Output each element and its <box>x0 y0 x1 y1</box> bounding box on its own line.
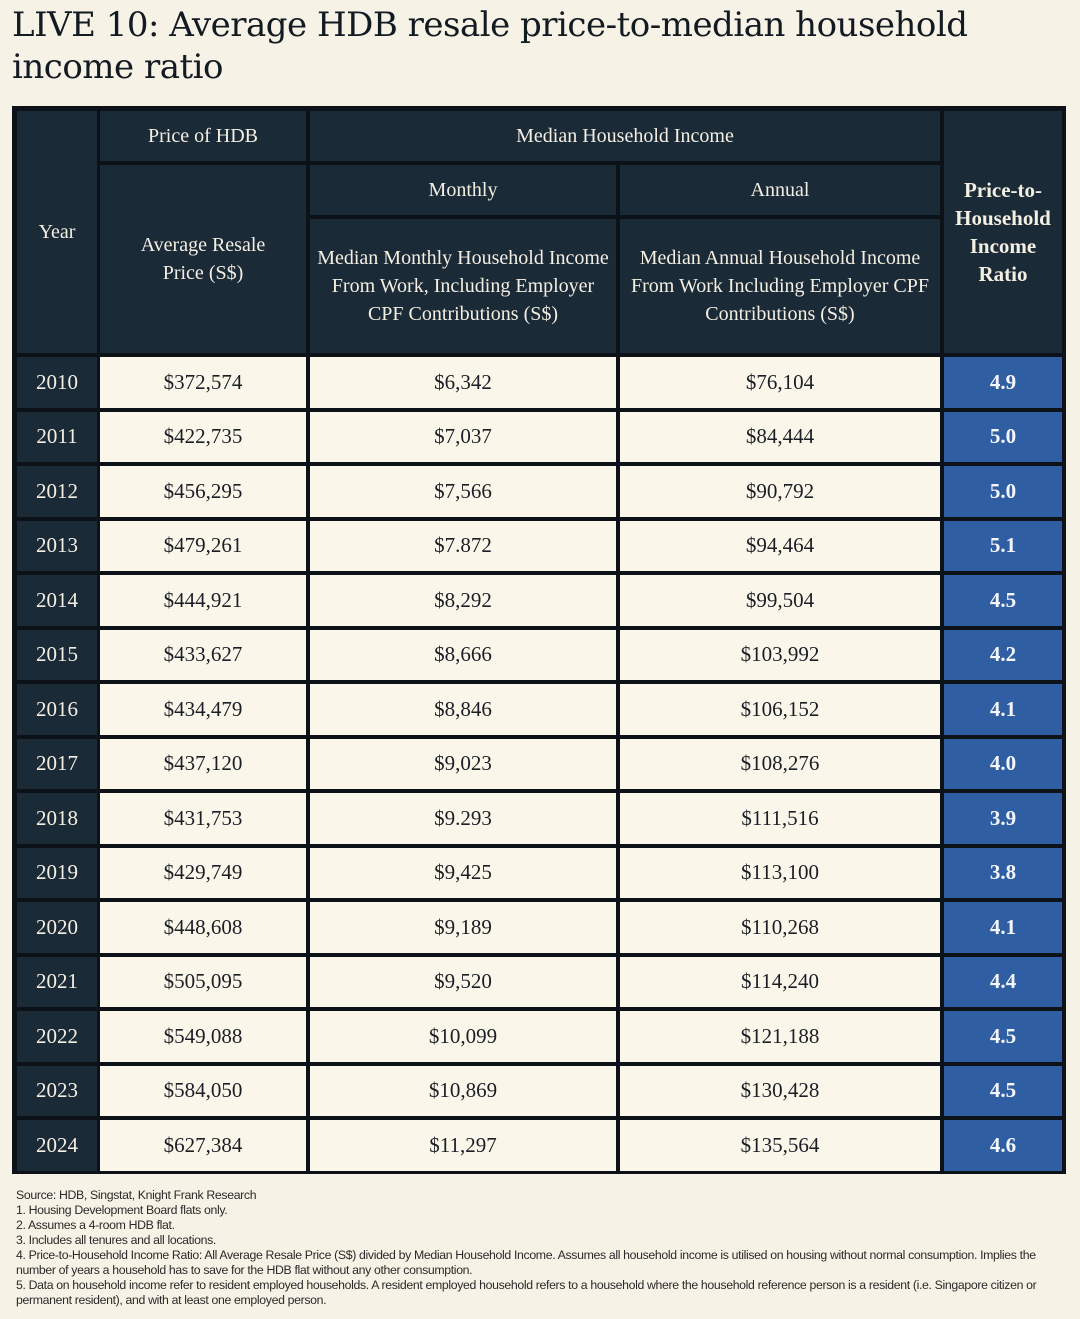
cell-resale-price: $448,608 <box>100 902 306 953</box>
header-avg-resale-price <box>100 165 306 353</box>
footnote-2: 2. Assumes a 4-room HDB flat. <box>16 1218 175 1232</box>
cell-ratio: 3.8 <box>944 848 1062 899</box>
cell-monthly-income: $6,342 <box>310 357 616 408</box>
cell-resale-price: $431,753 <box>100 793 306 844</box>
cell-monthly-income: $8,292 <box>310 575 616 626</box>
cell-annual-income: $90,792 <box>620 466 940 517</box>
cell-ratio: 3.9 <box>944 793 1062 844</box>
cell-year: 2014 <box>17 575 97 626</box>
cell-ratio: 5.1 <box>944 521 1062 572</box>
header-price-group <box>100 111 306 161</box>
cell-ratio: 4.5 <box>944 1066 1062 1117</box>
cell-monthly-income: $9,189 <box>310 902 616 953</box>
cell-monthly-income: $8,846 <box>310 684 616 735</box>
cell-year: 2020 <box>17 902 97 953</box>
cell-resale-price: $429,749 <box>100 848 306 899</box>
cell-year: 2023 <box>17 1066 97 1117</box>
header-annual <box>620 165 940 215</box>
header-monthly <box>310 165 616 215</box>
cell-monthly-income: $7,037 <box>310 412 616 463</box>
page-title: LIVE 10: Average HDB resale price-to-median household income ratio <box>12 5 968 87</box>
cell-annual-income: $106,152 <box>620 684 940 735</box>
footnote-3: 3. Includes all tenures and all locations. <box>16 1233 216 1247</box>
cell-resale-price: $627,384 <box>100 1120 306 1171</box>
header-annual-label: Annual <box>750 179 810 201</box>
cell-year: 2022 <box>17 1011 97 1062</box>
cell-monthly-income: $7.872 <box>310 521 616 572</box>
cell-resale-price: $372,574 <box>100 357 306 408</box>
cell-annual-income: $135,564 <box>620 1120 940 1171</box>
cell-monthly-income: $9.293 <box>310 793 616 844</box>
header-ratio <box>944 111 1062 353</box>
cell-year: 2012 <box>17 466 97 517</box>
header-median-annual-label: Median Annual Household Income From Work Including Employer CPF Contributions (S$) <box>630 247 930 325</box>
header-median-monthly-label: Median Monthly Household Income From Work, Including Employer CPF Contributions (S$) <box>317 247 609 325</box>
cell-year: 2021 <box>17 957 97 1008</box>
header-income-group <box>310 111 940 161</box>
header-year <box>17 111 97 353</box>
cell-ratio: 5.0 <box>944 466 1062 517</box>
footnote-source: Source: HDB, Singstat, Knight Frank Research <box>16 1188 257 1202</box>
header-income-group-label: Median Household Income <box>516 125 734 147</box>
cell-resale-price: $549,088 <box>100 1011 306 1062</box>
cell-annual-income: $94,464 <box>620 521 940 572</box>
cell-ratio: 4.1 <box>944 902 1062 953</box>
cell-ratio: 4.6 <box>944 1120 1062 1171</box>
header-ratio-label: Price-to-Household Income Ratio <box>955 178 1051 286</box>
cell-year: 2017 <box>17 739 97 790</box>
cell-ratio: 4.4 <box>944 957 1062 1008</box>
cell-annual-income: $110,268 <box>620 902 940 953</box>
cell-monthly-income: $10,099 <box>310 1011 616 1062</box>
cell-monthly-income: $7,566 <box>310 466 616 517</box>
cell-ratio: 4.2 <box>944 630 1062 681</box>
cell-annual-income: $99,504 <box>620 575 940 626</box>
cell-year: 2011 <box>17 412 97 463</box>
cell-annual-income: $121,188 <box>620 1011 940 1062</box>
cell-annual-income: $111,516 <box>620 793 940 844</box>
cell-resale-price: $505,095 <box>100 957 306 1008</box>
cell-ratio: 4.1 <box>944 684 1062 735</box>
cell-monthly-income: $9,520 <box>310 957 616 1008</box>
cell-resale-price: $437,120 <box>100 739 306 790</box>
cell-ratio: 4.5 <box>944 1011 1062 1062</box>
cell-resale-price: $422,735 <box>100 412 306 463</box>
cell-annual-income: $108,276 <box>620 739 940 790</box>
cell-resale-price: $479,261 <box>100 521 306 572</box>
cell-ratio: 4.9 <box>944 357 1062 408</box>
cell-monthly-income: $10,869 <box>310 1066 616 1117</box>
cell-year: 2024 <box>17 1120 97 1171</box>
header-price-group-label: Price of HDB <box>148 125 258 147</box>
cell-year: 2010 <box>17 357 97 408</box>
cell-monthly-income: $8,666 <box>310 630 616 681</box>
data-table <box>12 106 1066 1174</box>
cell-annual-income: $103,992 <box>620 630 940 681</box>
cell-resale-price: $456,295 <box>100 466 306 517</box>
header-median-monthly <box>310 219 616 353</box>
cell-monthly-income: $9,425 <box>310 848 616 899</box>
cell-year: 2013 <box>17 521 97 572</box>
cell-annual-income: $114,240 <box>620 957 940 1008</box>
cell-resale-price: $434,479 <box>100 684 306 735</box>
cell-monthly-income: $11,297 <box>310 1120 616 1171</box>
header-year-label: Year <box>38 221 76 243</box>
cell-year: 2018 <box>17 793 97 844</box>
cell-year: 2016 <box>17 684 97 735</box>
cell-annual-income: $113,100 <box>620 848 940 899</box>
cell-monthly-income: $9,023 <box>310 739 616 790</box>
cell-ratio: 4.5 <box>944 575 1062 626</box>
cell-year: 2019 <box>17 848 97 899</box>
cell-resale-price: $584,050 <box>100 1066 306 1117</box>
cell-annual-income: $76,104 <box>620 357 940 408</box>
cell-annual-income: $84,444 <box>620 412 940 463</box>
cell-ratio: 4.0 <box>944 739 1062 790</box>
header-monthly-label: Monthly <box>428 179 498 201</box>
cell-resale-price: $433,627 <box>100 630 306 681</box>
cell-annual-income: $130,428 <box>620 1066 940 1117</box>
footnote-4: 4. Price-to-Household Income Ratio: All Average Resale Price (S$) divided by Median Household Income. Assumes all household income is utilised on housing without normal consumption. Implies the number of years a household has to save for the HDB flat without any other consumption. <box>16 1248 1036 1277</box>
footnotes <box>16 1188 1066 1308</box>
cell-ratio: 5.0 <box>944 412 1062 463</box>
header-avg-resale-price-label: Average Resale Price (S$) <box>140 234 266 284</box>
header-median-annual <box>620 219 940 353</box>
footnote-1: 1. Housing Development Board flats only. <box>16 1203 228 1217</box>
cell-year: 2015 <box>17 630 97 681</box>
cell-resale-price: $444,921 <box>100 575 306 626</box>
footnote-5: 5. Data on household income refer to resident employed households. A resident employed household refers to a household where the household reference person is a resident (i.e. Singapore citizen or permanent resident), and with at least one employed person. <box>16 1278 1037 1307</box>
